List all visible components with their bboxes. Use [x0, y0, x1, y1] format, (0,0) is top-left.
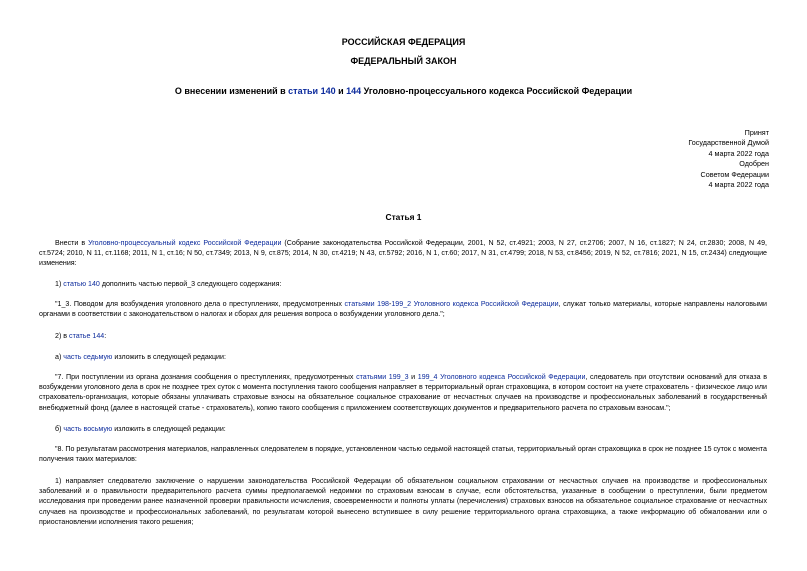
- paragraph-part-8: "8. По результатам рассмотрения материалов, направленных следователем в порядке, установленном частью седьмой настоящей статьи, территориальный орган страховщика в срок не позднее 15 суток с момента получения таких материалов:: [39, 445, 767, 464]
- paragraph-intro: [39, 238, 767, 269]
- document-type-heading: ФЕДЕРАЛЬНЫЙ ЗАКОН: [350, 56, 457, 66]
- adoption-block: [688, 128, 769, 190]
- paragraph-item-1: [39, 279, 767, 289]
- link-article-199-2[interactable]: 199_2 Уголовного кодекса Российской Федерации: [391, 300, 559, 308]
- text: Внести в: [55, 239, 89, 247]
- text: а): [55, 353, 64, 361]
- adoption-line: 4 марта 2022 года: [708, 180, 769, 190]
- paragraph-part-7: [39, 372, 767, 413]
- link-article-140[interactable]: статьи 140: [288, 86, 336, 96]
- text: "7. При поступлении из органа дознания сообщения о преступлениях, предусмотренных: [55, 373, 357, 381]
- text: -: [388, 300, 392, 308]
- link-article-144[interactable]: статье 144: [69, 332, 105, 340]
- law-title: [0, 86, 807, 96]
- paragraph-item-a: [39, 352, 767, 362]
- text: дополнить частью первой_3 следующего содержания:: [99, 280, 282, 288]
- text: :: [104, 332, 107, 340]
- text: (Собрание законодательства Российской Федерации, 2001, N 52, ст.4921; 2003, N 27, ст.2706; 2007, N 16, ст.1827; N 24, ст.2830; 2008, N 49, ст.5724; 2010, N 11, ст.1168; 2011, N 1, ст.16; N 50, ст.7349; 2013, N 9, ст.875; 2014, N 30, ст.4219; N 43, ст.5792; 2016, N 1, ст.60; 2017, N 31, ст.4799; 2018, N 53, ст.8456; 2019, N 52, ст.7816; 2021, N 15, ст.2434) следующие изменения:: [39, 239, 767, 268]
- link-article-198[interactable]: статьями 198: [344, 300, 389, 308]
- title-text: Уголовно-процессуального кодекса Российской Федерации: [361, 86, 633, 96]
- link-article-199-4[interactable]: 199_4 Уголовного кодекса Российской Федерации: [417, 373, 586, 381]
- text: б): [55, 425, 64, 433]
- link-criminal-procedure-code[interactable]: Уголовно-процессуальный кодекс Российской Федерации: [88, 239, 282, 247]
- text: 1): [55, 280, 64, 288]
- article-heading: Статья 1: [385, 212, 422, 222]
- text: и: [408, 373, 418, 381]
- link-part-eight[interactable]: часть восьмую: [63, 425, 113, 433]
- country-heading: РОССИЙСКАЯ ФЕДЕРАЦИЯ: [341, 37, 466, 47]
- adoption-line: Советом Федерации: [700, 169, 769, 179]
- link-article-140[interactable]: статью 140: [63, 280, 100, 288]
- paragraph-item-2: [39, 331, 767, 341]
- paragraph-part-1-3: [39, 299, 767, 319]
- paragraph-subitem-1: 1) направляет следователю заключение о нарушении законодательства Российской Федерации об обязательном социальном страховании от несчастных случаев на производстве и профессиональных заболеваний и о правильности предварительного расчета суммы предполагаемой недоимки по страховым взносам в случае, если обстоятельства, указанные в сообщении о преступлении, были предметом исследования при проведении ранее назначенной проверки правильности исчисления, своевременности и полноты уплаты (перечисления) страховых взносов на обязательное социальное страхование от несчастных случаев на производстве и профессиональных заболеваний, по результатам которой вынесено вступившее в силу решение территориального органа страховщика, а также информацию об обжаловании или о приостановлении исполнения такого решения;: [39, 477, 767, 526]
- text: 2) в: [55, 332, 70, 340]
- link-article-199-3[interactable]: статьями 199_3: [356, 373, 409, 381]
- adoption-line: 4 марта 2022 года: [708, 148, 769, 158]
- text: , следователь при отсутствии оснований для отказа в возбуждении уголовного дела в срок не позднее трех суток с момента поступления такого сообщения направляет в территориальный орган страховщика, в котором состоит на учете страхователь - физическое лицо или страхователь-организация, которые обязаны уплачивать страховые взносы на обязательное социальное страхование от несчастных случаев на производстве и профессиональных заболеваний в государственный внебюджетный фонд (далее в настоящей статье - страхователь), копию такого сообщения с приложением соответствующих документов и предварительного расчета по страховым взносам.";: [39, 373, 768, 412]
- adoption-line: Принят: [744, 128, 769, 137]
- text: , служат только материалы, которые направлены налоговыми органами в соответствии с законодательством о налогах и сборах для решения вопроса о возбуждении уголовного дела.";: [39, 300, 767, 319]
- adoption-line: Одобрен: [739, 159, 769, 169]
- title-text: О внесении изменений в: [174, 86, 289, 96]
- text: изложить в следующей редакции:: [112, 425, 226, 433]
- title-text: и: [335, 86, 347, 96]
- text: "1_3. Поводом для возбуждения уголовного дела о преступлениях, предусмотренных: [55, 300, 345, 308]
- paragraph-item-b: [39, 424, 767, 434]
- link-article-144[interactable]: 144: [346, 86, 362, 96]
- text: изложить в следующей редакции:: [112, 353, 226, 361]
- adoption-line: Государственной Думой: [688, 138, 769, 148]
- link-part-seven[interactable]: часть седьмую: [63, 353, 113, 361]
